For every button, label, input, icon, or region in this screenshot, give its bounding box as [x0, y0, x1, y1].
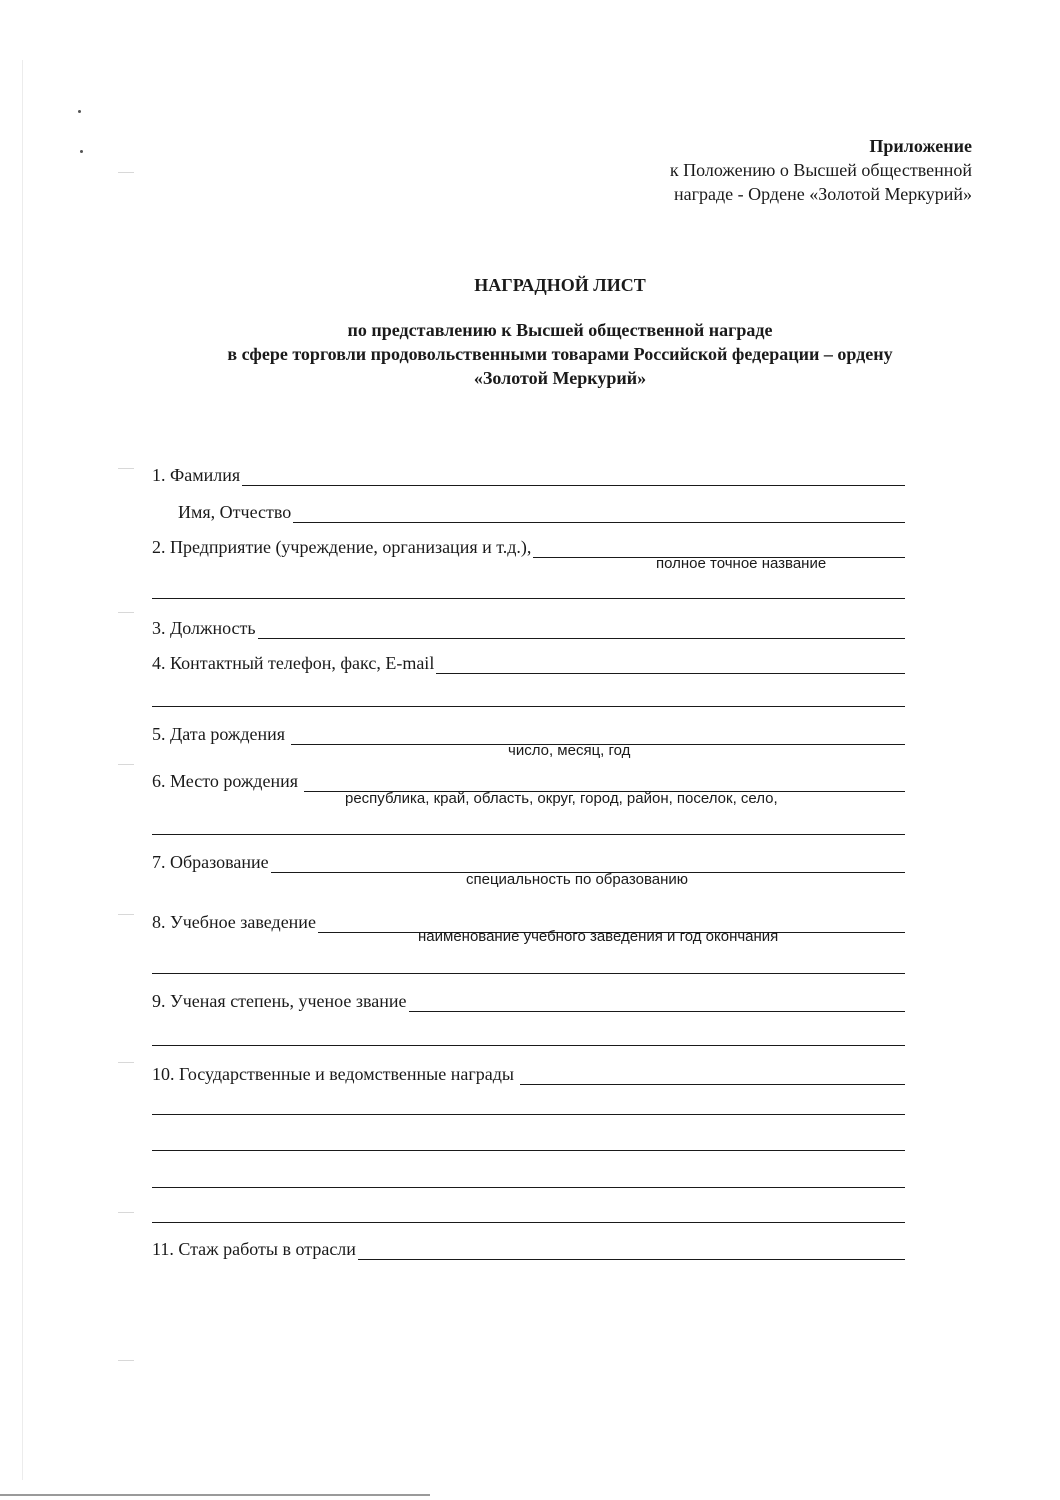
position-label: 3. Должность — [152, 618, 256, 638]
name-row — [178, 501, 905, 523]
scan-bottom-edge — [0, 1494, 430, 1496]
scan-mark — [118, 612, 134, 613]
awards-field-line-5[interactable] — [152, 1222, 905, 1223]
appendix-header — [670, 134, 972, 206]
awards-field-line-2[interactable] — [152, 1114, 905, 1115]
subtitle-line-1: по представлению к Высшей общественной награде — [347, 320, 773, 340]
enterprise-hint: полное точное название — [656, 555, 827, 572]
position-field[interactable] — [258, 621, 905, 639]
education-row — [152, 851, 905, 873]
scan-mark — [118, 914, 134, 915]
surname-row — [152, 464, 905, 486]
experience-label: 11. Стаж работы в отрасли — [152, 1239, 356, 1259]
scan-edge-shadow — [22, 60, 23, 1480]
awards-field[interactable] — [520, 1067, 905, 1085]
institution-label: 8. Учебное заведение — [152, 912, 316, 932]
scan-mark — [118, 172, 134, 173]
scan-mark — [118, 1062, 134, 1063]
scan-speck — [80, 150, 83, 153]
education-label: 7. Образование — [152, 852, 269, 872]
position-row — [152, 617, 905, 639]
scan-mark — [118, 764, 134, 765]
contacts-row — [152, 652, 905, 674]
contacts-field[interactable] — [436, 656, 905, 674]
subtitle-line-3: «Золотой Меркурий» — [473, 368, 647, 388]
awards-field-line-4[interactable] — [152, 1187, 905, 1188]
birth-place-field-continued[interactable] — [152, 834, 905, 835]
appendix-line-1: к Положению о Высшей общественной — [669, 160, 972, 180]
name-patronymic-field[interactable] — [293, 505, 905, 523]
institution-field-continued[interactable] — [152, 973, 905, 974]
contacts-field-continued[interactable] — [152, 706, 905, 707]
document-title: НАГРАДНОЙ ЛИСТ — [474, 275, 646, 295]
awards-row — [152, 1063, 905, 1085]
name-patronymic-label: Имя, Отчество — [178, 502, 292, 522]
scan-speck — [78, 110, 81, 113]
scan-mark — [118, 1212, 134, 1213]
birth-place-hint: республика, край, область, округ, город, район, поселок, село, — [345, 790, 778, 807]
awards-field-line-3[interactable] — [152, 1150, 905, 1151]
surname-field[interactable] — [242, 468, 905, 486]
birth-place-row — [152, 770, 905, 792]
subtitle-line-2: в сфере торговли продовольственными товарами Российской федерации – ордену — [227, 344, 893, 364]
birth-date-label: 5. Дата рождения — [152, 724, 286, 744]
experience-row — [152, 1238, 905, 1260]
contacts-label: 4. Контактный телефон, факс, E-mail — [152, 653, 435, 673]
enterprise-label: 2. Предприятие (учреждение, организация и т.д.), — [152, 537, 532, 557]
degree-field[interactable] — [409, 994, 906, 1012]
enterprise-field-continued[interactable] — [152, 598, 905, 599]
institution-hint: наименование учебного заведения и год окончания — [418, 928, 779, 945]
education-hint: специальность по образованию — [466, 871, 689, 888]
degree-label: 9. Ученая степень, ученое звание — [152, 991, 407, 1011]
document-subtitle — [150, 318, 970, 390]
appendix-heading: Приложение — [869, 136, 972, 156]
degree-row — [152, 990, 905, 1012]
experience-field[interactable] — [358, 1242, 905, 1260]
birth-date-hint: число, месяц, год — [508, 742, 631, 759]
awards-label: 10. Государственные и ведомственные награды — [152, 1064, 514, 1084]
birth-place-label: 6. Место рождения — [152, 771, 299, 791]
scan-mark — [118, 468, 134, 469]
degree-field-continued[interactable] — [152, 1045, 905, 1046]
surname-label: 1. Фамилия — [152, 465, 241, 485]
scan-mark — [118, 1360, 134, 1361]
appendix-line-2: награде - Ордене «Золотой Меркурий» — [674, 184, 972, 204]
